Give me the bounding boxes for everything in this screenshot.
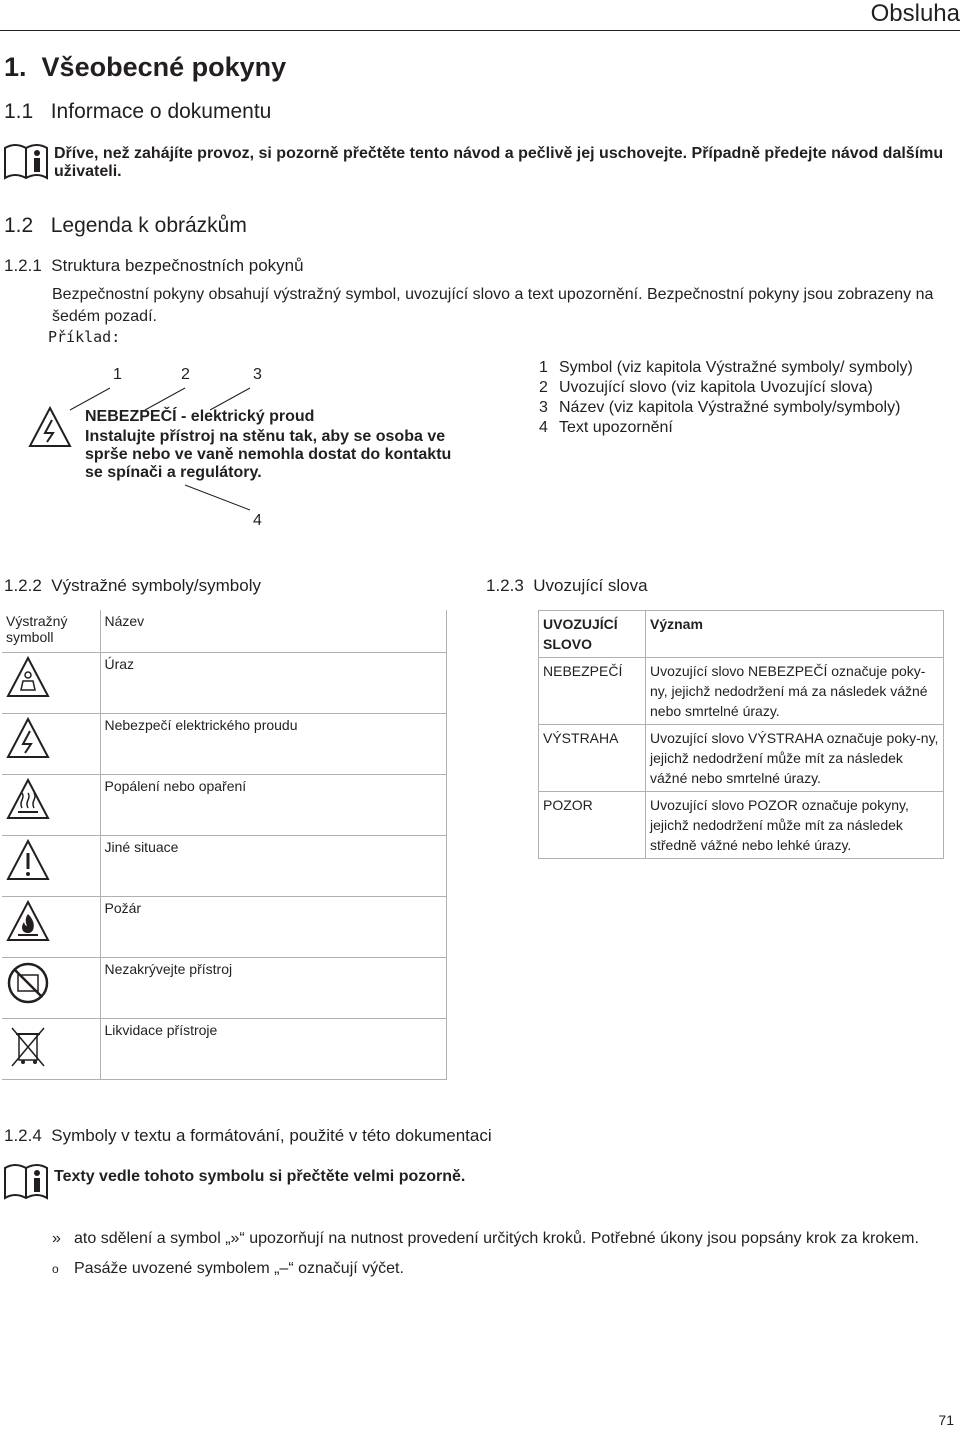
page-number: 71	[938, 1412, 954, 1428]
electric-hazard-icon	[6, 717, 50, 759]
section-1-2-1-title	[4, 256, 304, 276]
symbol-cell	[2, 774, 100, 835]
symbol-cell	[2, 957, 100, 1018]
name-cell: Popálení nebo opaření	[100, 774, 447, 835]
section-heading: Legenda k obrázkům	[50, 214, 247, 237]
header-rule	[0, 30, 960, 31]
info-book-icon	[3, 1162, 49, 1200]
disposal-bin-icon	[6, 1022, 50, 1068]
section-heading: Symboly v textu a formátování, použité v této dokumentaci	[51, 1126, 492, 1145]
example-warning-text: Instalujte přístroj na stěnu tak, aby se osoba ve sprše nebo ve vaně nemohla dostat do kontaktu se spínači a regulátory.	[85, 428, 452, 481]
safety-structure-text: Bezpečnostní pokyny obsahují výstražný symbol, uvozující slovo a text upozornění. Bezpečnostní pokyny jsou zobrazeny na šedém pozadí.	[52, 286, 934, 325]
section-1-2-title	[4, 214, 247, 238]
general-warning-icon	[6, 839, 50, 881]
name-cell: Nebezpečí elektrického proudu	[100, 713, 447, 774]
example-signal-word: NEBEZPEČÍ - elektrický proud	[85, 408, 315, 425]
symbol-cell	[2, 896, 100, 957]
section-heading: Uvozující slova	[533, 576, 648, 595]
signal-words-table	[538, 610, 944, 859]
read-carefully-note: Texty vedle tohoto symbolu si přečtěte velmi pozorně.	[54, 1168, 466, 1185]
callout-4: 4	[253, 512, 262, 529]
name-cell: Jiné situace	[100, 835, 447, 896]
section-heading: Struktura bezpečnostních pokynů	[51, 256, 304, 275]
section-number: 1.2.2	[4, 576, 42, 595]
do-not-cover-icon	[6, 961, 50, 1005]
symbol-cell	[2, 835, 100, 896]
list-item: o Pasáže uvozené symbolem „–“ označují výčet.	[52, 1260, 404, 1277]
section-1-2-3-title	[486, 576, 648, 596]
callout-1: 1	[113, 366, 122, 383]
signal-word-cell: VÝSTRAHA	[539, 725, 646, 792]
callout-2: 2	[181, 366, 190, 383]
symbol-cell	[2, 1018, 100, 1079]
meaning-cell: Uvozující slovo VÝSTRAHA označuje poky-ny, jejichž nedodržení může mít za následek vážné nebo smrtelné úrazy.	[646, 725, 944, 792]
info-note: Dříve, než zahájíte provoz, si pozorně přečtěte tento návod a pečlivě jej uschovejte. Případně předejte návod dalšímu uživateli.	[54, 145, 944, 180]
section-heading: Informace o dokumentu	[50, 100, 272, 123]
section-heading: Výstražné symboly/symboly	[51, 576, 261, 595]
legend-item: 2 Uvozující slovo (viz kapitola Uvozující slova)	[539, 379, 873, 396]
legend-item: 4 Text upozornění	[539, 419, 673, 436]
name-cell: Nezakrývejte přístroj	[100, 957, 447, 1018]
name-cell: Požár	[100, 896, 447, 957]
signal-word-cell: POZOR	[539, 792, 646, 859]
legend-list	[539, 358, 949, 438]
section-number: 1.2.1	[4, 256, 42, 275]
list-item: » ato sdělení a symbol „»“ upozorňují na nutnost provedení určitých kroků. Potřebné úkony jsou popsány krok za krokem.	[52, 1230, 919, 1247]
section-1-2-2-title	[4, 576, 261, 596]
meaning-cell: Uvozující slovo POZOR označuje pokyny, jejichž nedodržení může mít za následek středně vážné nebo lehké úrazy.	[646, 792, 944, 859]
section-1-2-4-title	[4, 1126, 492, 1146]
col-header-name: Název	[100, 610, 447, 652]
fire-icon	[6, 900, 50, 942]
section-number: 1.2.3	[486, 576, 524, 595]
section-number: 1.2	[4, 214, 34, 237]
name-cell: Úraz	[100, 652, 447, 713]
callout-3: 3	[253, 366, 262, 383]
chapter-number: 1.	[4, 52, 27, 82]
symbol-cell	[2, 713, 100, 774]
hot-surface-icon	[6, 778, 50, 820]
signal-word-cell: NEBEZPEČÍ	[539, 658, 646, 725]
symbol-cell	[2, 652, 100, 713]
chapter-title	[4, 52, 286, 83]
legend-item: 3 Název (viz kapitola Výstražné symboly/symboly)	[539, 399, 901, 416]
col-header-symbol: Výstražný symboll	[2, 610, 100, 652]
name-cell: Likvidace přístroje	[100, 1018, 447, 1079]
col-header-word: UVOZUJÍCÍ SLOVO	[539, 611, 646, 658]
section-number: 1.1	[4, 100, 34, 123]
legend-item: 1 Symbol (viz kapitola Výstražné symboly/ symboly)	[539, 359, 913, 376]
col-header-meaning: Význam	[646, 611, 944, 658]
section-1-1-title	[4, 100, 271, 124]
section-number: 1.2.4	[4, 1126, 42, 1145]
warning-symbols-table	[2, 610, 447, 1080]
meaning-cell: Uvozující slovo NEBEZPEČÍ označuje poky-ny, jejichž nedodržení má za následek vážné nebo smrtelné úrazy.	[646, 658, 944, 725]
section-header: Obsluha	[870, 0, 960, 27]
formatting-list	[52, 1228, 952, 1280]
chapter-heading: Všeobecné pokyny	[41, 52, 287, 82]
info-book-icon	[3, 142, 49, 180]
electric-warning-icon	[28, 406, 72, 448]
example-label: Příklad:	[48, 328, 121, 346]
injury-warning-icon	[6, 656, 50, 698]
